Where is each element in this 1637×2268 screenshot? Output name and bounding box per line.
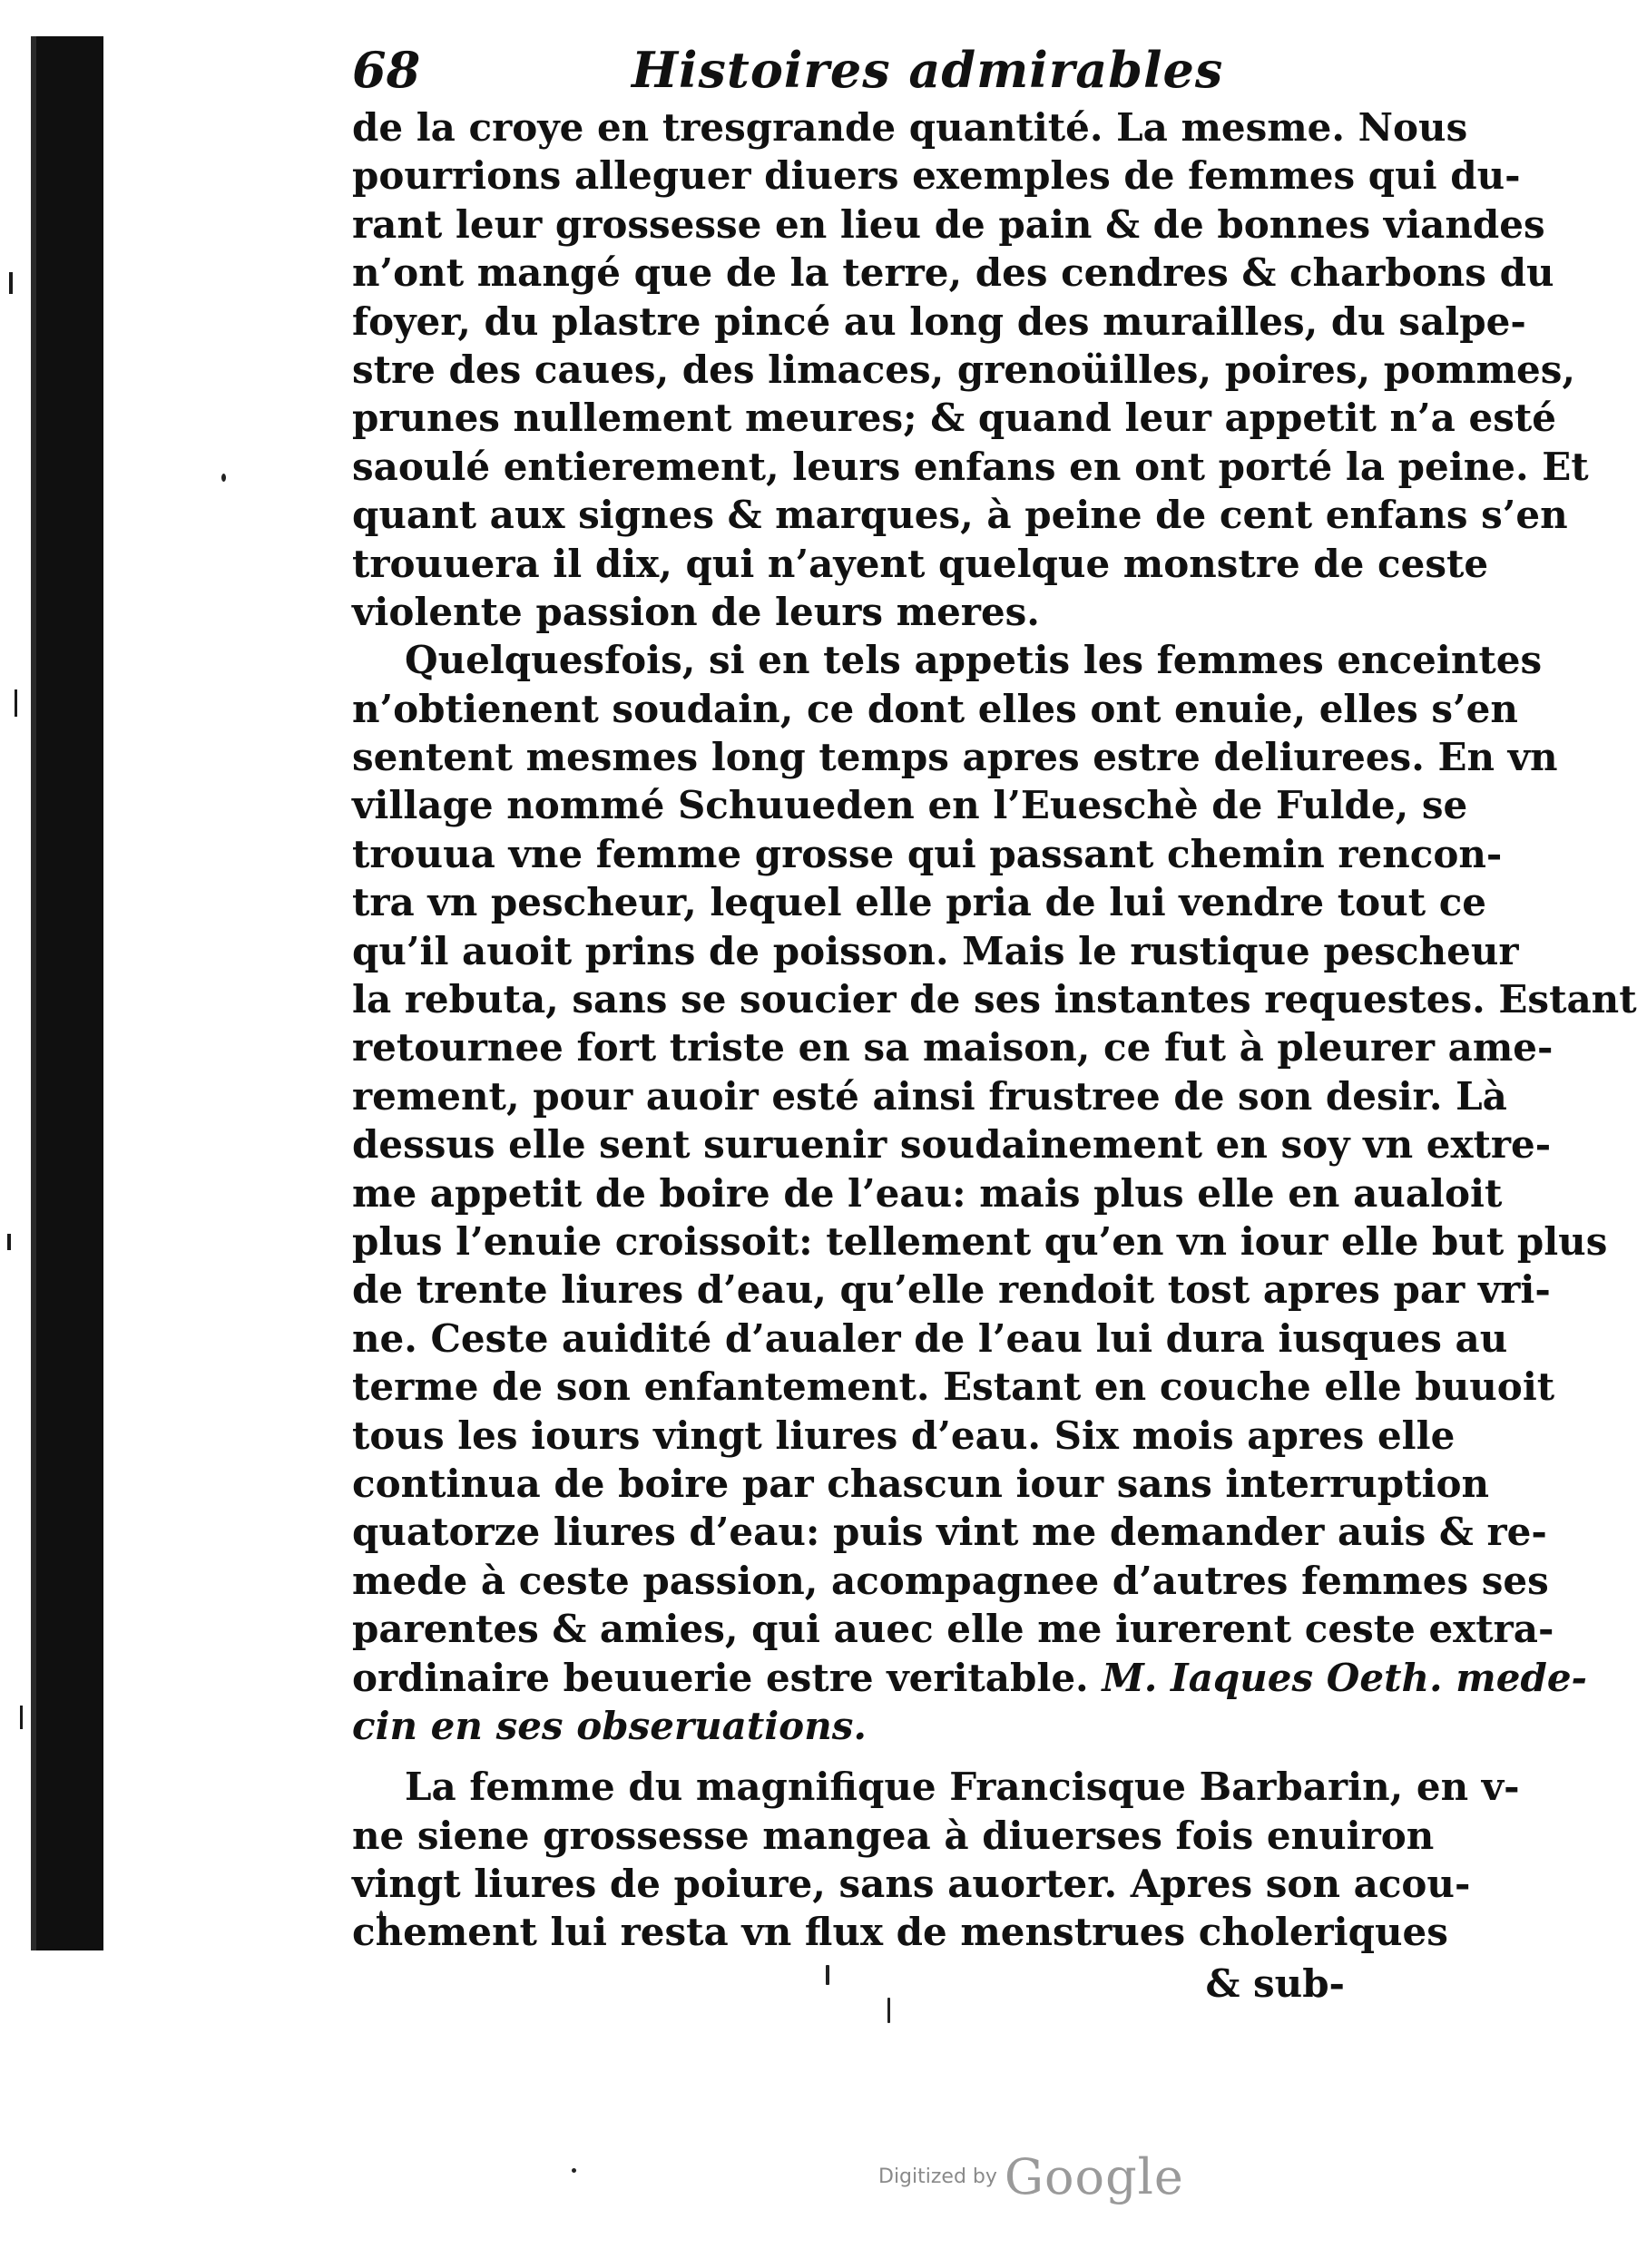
text-line: n’ont mangé que de la terre, des cendres & charbons du xyxy=(352,250,1554,296)
text-line: violente passion de leurs meres. xyxy=(352,589,1040,634)
edge-mark xyxy=(20,1706,23,1729)
text-line: parentes & amies, qui auec elle me iurerent ceste extra- xyxy=(352,1607,1554,1652)
ink-speck xyxy=(221,474,226,482)
text-line: foyer, du plastre pincé au long des murailles, du salpe- xyxy=(352,298,1526,344)
text-line: saoulé entierement, leurs enfans en ont porté la peine. Et xyxy=(352,444,1589,489)
text-line: Quelquesfois, si en tels appetis les femmes enceintes xyxy=(405,638,1543,683)
text-line: stre des caues, des limaces, grenoüilles, poires, pommes, xyxy=(352,347,1576,392)
text-line: rement, pour auoir esté ainsi frustree de son desir. Là xyxy=(352,1073,1507,1119)
edge-mark xyxy=(7,1234,11,1250)
text-line: rant leur grossesse en lieu de pain & de bonnes viandes xyxy=(352,201,1545,247)
text-line: quant aux signes & marques, à peine de cent enfans s’en xyxy=(352,493,1568,538)
text-line: continua de boire par chascun iour sans interruption xyxy=(352,1461,1490,1506)
text-line: vingt liures de poiure, sans auorter. Apres son acou- xyxy=(352,1862,1471,1907)
text-line: terme de son enfantement. Estant en couche elle buuoit xyxy=(352,1364,1555,1410)
running-head xyxy=(352,36,1377,103)
text-line: mede à ceste passion, acompagnee d’autres femmes ses xyxy=(352,1558,1549,1603)
text-segment: ordinaire beuuerie estre veritable. xyxy=(352,1655,1089,1700)
text-line-with-note xyxy=(352,1654,1587,1702)
text-line: prunes nullement meures; & quand leur appetit n’a esté xyxy=(352,396,1556,441)
text-line: trouuera il dix, qui n’ayent quelque monstre de ceste xyxy=(352,541,1489,586)
edge-mark xyxy=(9,272,13,294)
paragraph-gap xyxy=(352,1750,1377,1763)
text-line: plus l’enuie croissoit: tellement qu’en vn iour elle but plus xyxy=(352,1218,1608,1264)
watermark-prefix: Digitized by xyxy=(878,2165,997,2188)
text-line: ne siene grossesse mangea à diuerses fois enuiron xyxy=(352,1813,1435,1858)
paragraph-2 xyxy=(352,636,1637,1750)
paragraph-1 xyxy=(352,103,1589,636)
text-line: de la croye en tresgrande quantité. La mesme. Nous xyxy=(352,105,1468,150)
watermark-brand: Google xyxy=(1004,2148,1184,2205)
catchword: & sub- xyxy=(1205,1960,1345,2006)
ink-speck xyxy=(572,2168,576,2173)
text-line: tous les iours vingt liures d’eau. Six mois apres elle xyxy=(352,1413,1456,1458)
paragraph-3 xyxy=(352,1763,1520,1957)
text-line: pourrions alleguer diuers exemples de femmes qui du- xyxy=(352,153,1521,199)
binding-shadow xyxy=(36,36,103,1950)
text-line: qu’il auoit prins de poisson. Mais le rustique pescheur xyxy=(352,928,1519,973)
text-line: ne. Ceste auidité d’aualer de l’eau lui dura iusques au xyxy=(352,1315,1508,1361)
text-line: me appetit de boire de l’eau: mais plus elle en aualoit xyxy=(352,1170,1503,1216)
text-line: retournee fort triste en sa maison, ce fut à pleurer ame- xyxy=(352,1025,1554,1070)
text-line: trouua vne femme grosse qui passant chemin rencon- xyxy=(352,831,1503,876)
page-gutter xyxy=(0,0,107,2268)
text-line: village nommé Schuueden en l’Eueschè de Fulde, se xyxy=(352,783,1468,828)
text-line: chement lui resta vn flux de menstrues choleriques xyxy=(352,1910,1448,1955)
margin-citation-continued: cin en ses obseruations. xyxy=(352,1703,867,1748)
digitization-watermark xyxy=(878,2148,1184,2205)
text-line: n’obtienent soudain, ce dont elles ont enuie, elles s’en xyxy=(352,686,1518,731)
text-line: tra vn pescheur, lequel elle pria de lui vendre tout ce xyxy=(352,880,1487,925)
text-line: sentent mesmes long temps apres estre deliurees. En vn xyxy=(352,735,1558,780)
edge-mark xyxy=(15,689,17,717)
text-line: la rebuta, sans se soucier de ses instantes requestes. Estant xyxy=(352,977,1637,1022)
page-number: 68 xyxy=(352,41,421,99)
text-line: de trente liures d’eau, qu’elle rendoit tost apres par vri- xyxy=(352,1267,1551,1313)
book-page xyxy=(352,36,1637,2008)
text-line: La femme du magnifique Francisque Barbarin, en v- xyxy=(405,1765,1520,1810)
running-title: Histoires admirables xyxy=(632,41,1224,99)
text-line: quatorze liures d’eau: puis vint me demander auis & re- xyxy=(352,1510,1547,1555)
margin-citation: M. Iaques Oeth. mede- xyxy=(1102,1655,1587,1700)
text-line: dessus elle sent suruenir soudainement en soy vn extre- xyxy=(352,1122,1552,1168)
